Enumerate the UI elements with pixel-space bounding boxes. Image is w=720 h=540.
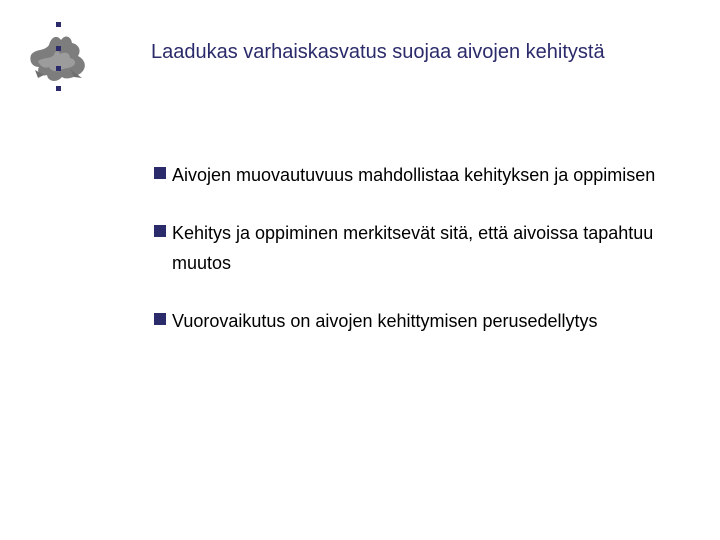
bullet-text-2: Kehitys ja oppiminen merkitsevät sitä, että aivoissa tapahtuu muutos (172, 223, 654, 273)
square-bullet-icon (154, 313, 166, 325)
slide-title: Laadukas varhaiskasvatus suojaa aivojen kehitystä (151, 41, 605, 63)
square-bullet-icon (154, 167, 166, 179)
square-bullet-icon (154, 225, 166, 237)
bullet-text-3: Vuorovaikutus on aivojen kehittymisen perusedellytys (172, 311, 598, 331)
bullet-item-3 (150, 306, 690, 336)
university-flame-logo-icon (26, 22, 90, 96)
bullet-item-1 (150, 160, 690, 190)
bullet-list (150, 160, 690, 336)
bullet-item-2 (150, 218, 690, 278)
bullet-text-1: Aivojen muovautuvuus mahdollistaa kehityksen ja oppimisen (172, 165, 656, 185)
